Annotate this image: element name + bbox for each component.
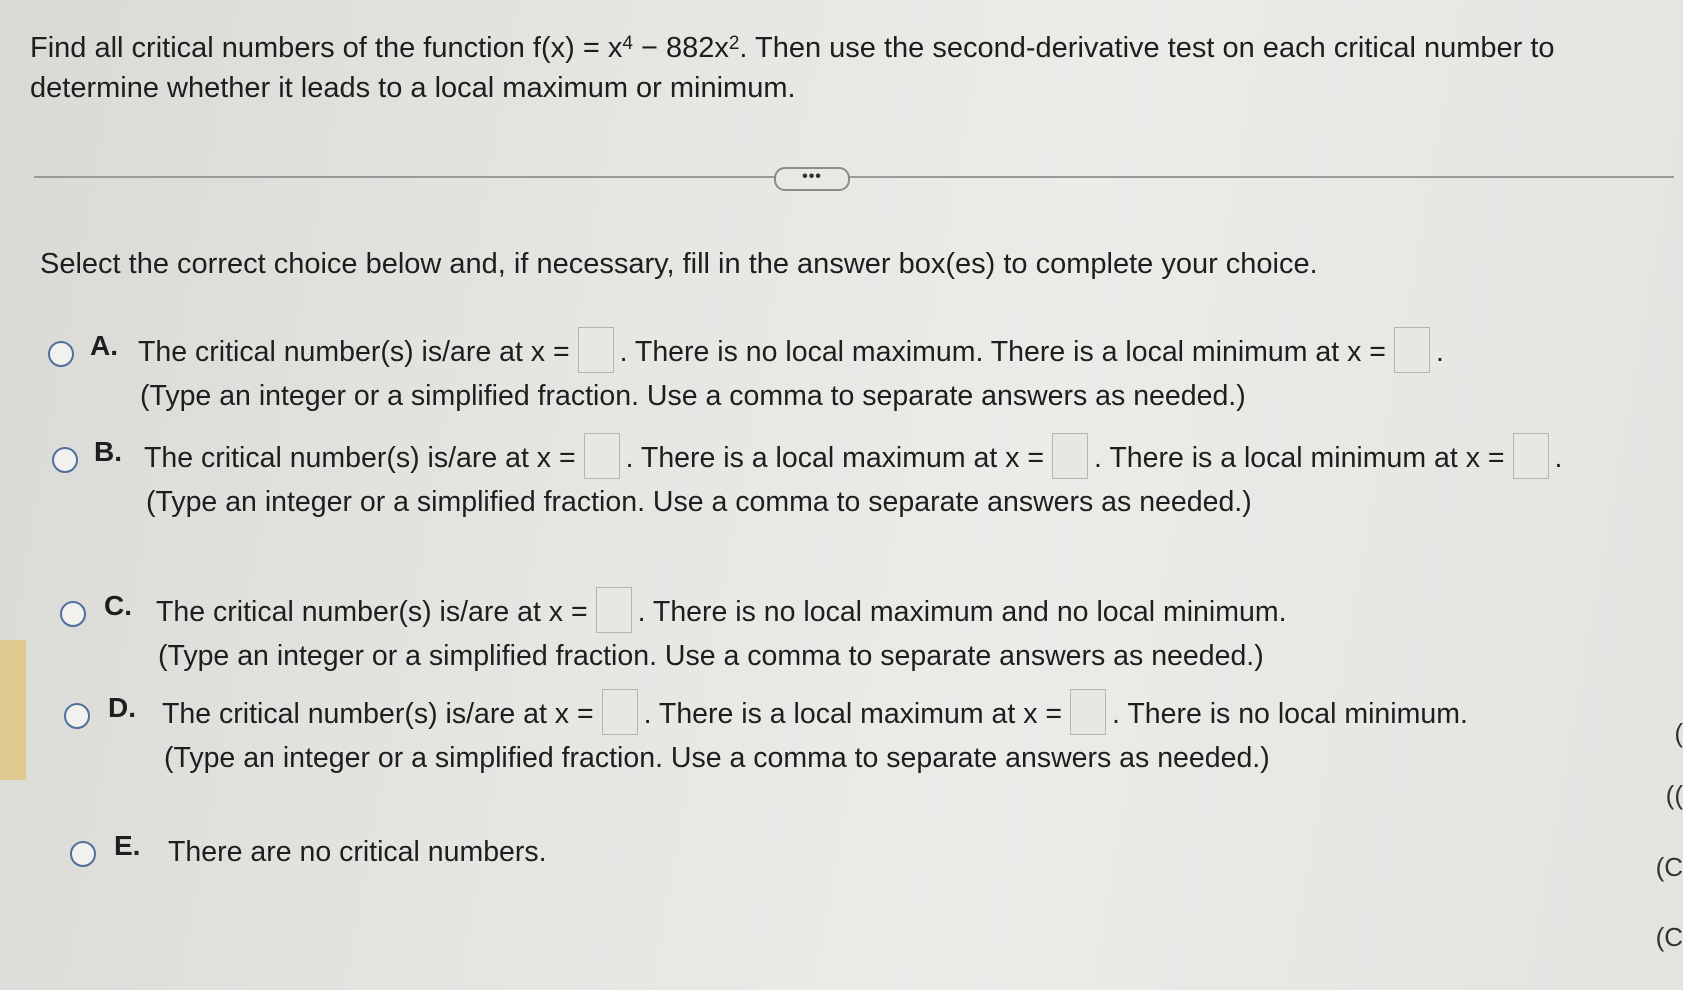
question-text: Find all critical numbers of the function $f(x) = x^4 - 882x^2$. Then use the second-derivative test on each critical number to determine whether it leads to a local maximum or minimum.	[30, 32, 1555, 104]
answer-box-a-min[interactable]	[1394, 327, 1430, 373]
choice-e-text: There are no critical numbers.	[168, 836, 547, 868]
exponent-4: 4	[622, 33, 633, 54]
edge-glyph-4: (C	[1655, 922, 1683, 952]
answer-box-c-critical[interactable]	[596, 587, 632, 633]
radio-a[interactable]	[48, 341, 74, 367]
choice-c-letter: C.	[104, 590, 132, 621]
exponent-2: 2	[728, 33, 740, 54]
choice-e-letter: E.	[114, 830, 141, 861]
choice-b-letter: B.	[94, 436, 122, 467]
choice-d-hint: (Type an integer or a simplified fraction. Use a comma to separate answers as needed.)	[164, 742, 1270, 774]
answer-box-d-max[interactable]	[1070, 689, 1106, 735]
radio-b[interactable]	[52, 447, 78, 473]
section-divider	[34, 176, 1674, 178]
answer-box-b-min[interactable]	[1513, 433, 1549, 479]
left-edge-highlight	[0, 640, 26, 780]
expand-more-button[interactable]: •••	[774, 167, 850, 191]
radio-e[interactable]	[70, 841, 96, 867]
answer-box-a-critical[interactable]	[578, 327, 614, 373]
answer-box-d-critical[interactable]	[602, 689, 638, 735]
choice-a-hint: (Type an integer or a simplified fraction. Use a comma to separate answers as needed.)	[140, 380, 1246, 412]
edge-glyph-2: ((	[1665, 780, 1683, 810]
choice-d-letter: D.	[108, 692, 136, 723]
choice-b-hint: (Type an integer or a simplified fraction. Use a comma to separate answers as needed.)	[146, 486, 1252, 518]
radio-d[interactable]	[64, 703, 90, 729]
answer-box-b-max[interactable]	[1052, 433, 1088, 479]
answer-box-b-critical[interactable]	[584, 433, 620, 479]
choice-c-hint: (Type an integer or a simplified fraction. Use a comma to separate answers as needed.)	[158, 640, 1264, 672]
radio-c[interactable]	[60, 601, 86, 627]
choice-a-letter: A.	[90, 330, 118, 361]
edge-glyph-3: (C	[1655, 852, 1683, 882]
edge-glyph-1: (	[1674, 718, 1683, 748]
instruction-text: Select the correct choice below and, if necessary, fill in the answer box(es) to complete your choice.	[40, 248, 1318, 280]
